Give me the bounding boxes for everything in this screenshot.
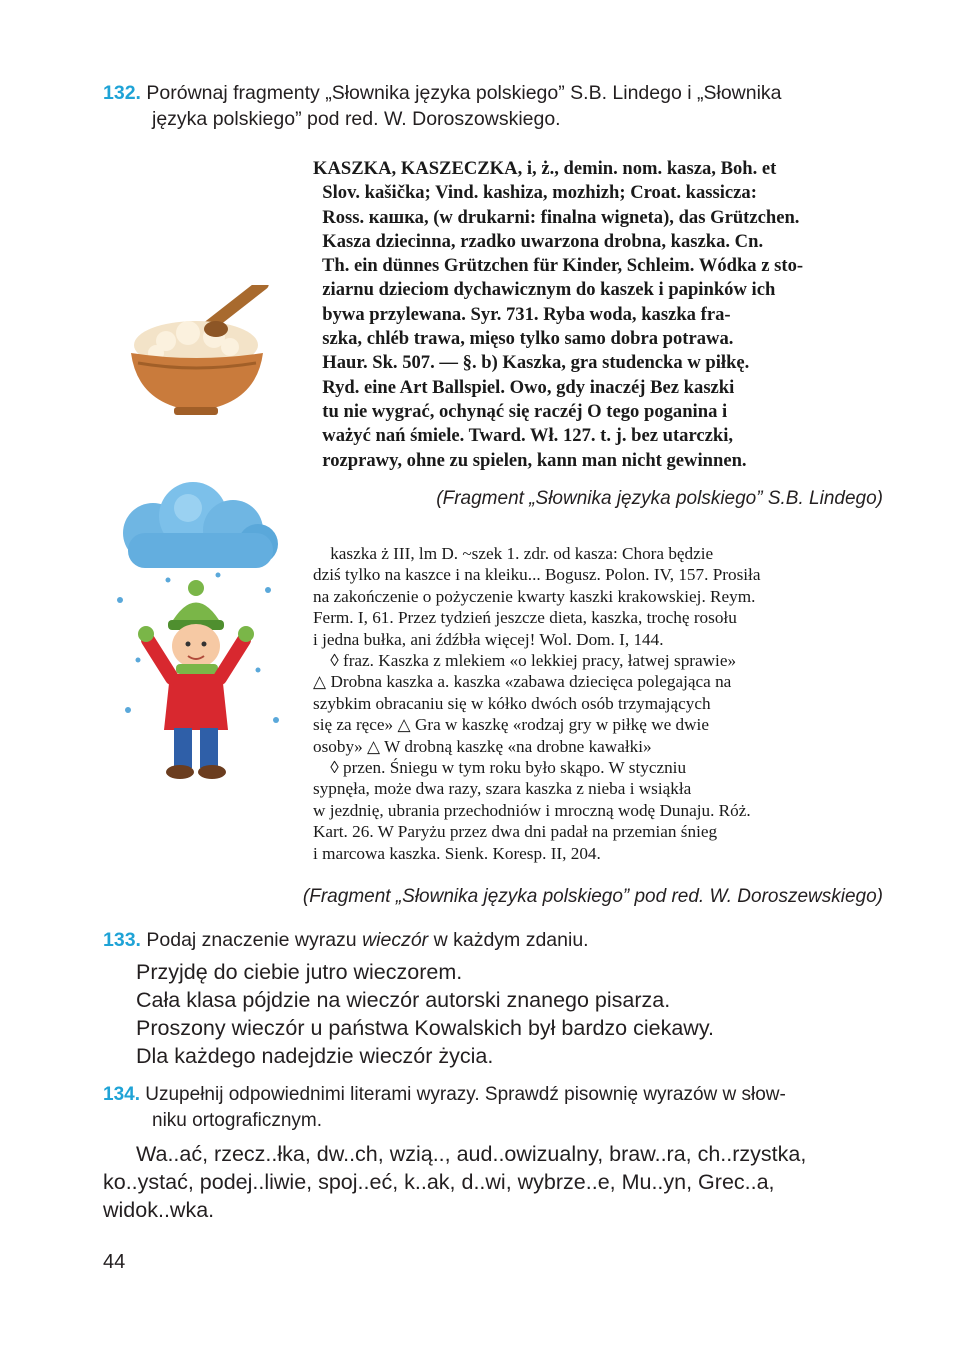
dictionary-line: na zakończenie o pożyczenie kwarty kaszki krakowskiej. Reym.	[313, 586, 756, 606]
task-133-header	[103, 927, 589, 953]
page-number: 44	[103, 1251, 126, 1273]
linde-dictionary-entry	[313, 157, 803, 473]
dictionary-line: ziarnu dzieciom dychawicznym do kaszek i papinków ich	[313, 279, 776, 301]
dictionary-line: KASZKA, KASZECZKA, i, ż., demin. nom. kasza, Boh. et	[313, 158, 777, 179]
doroszewski-dictionary-entry	[313, 543, 760, 864]
dictionary-line: w jezdnię, ubrania przechodniów i mroczną wodę Dunaju. Róż.	[313, 800, 751, 820]
dictionary-line: dziś tylko na kaszce i na kleiku... Bogusz. Polon. IV, 157. Prosiła	[313, 565, 761, 585]
doroszewski-caption: (Fragment „Słownika języka polskiego” pod red. W. Doroszewskiego)	[302, 886, 883, 907]
sentence: Przyjdę do ciebie jutro wieczorem.	[136, 960, 463, 984]
sentence: Dla każdego nadejdzie wieczór życia.	[136, 1044, 494, 1068]
sentence: Proszony wieczór u państwa Kowalskich był bardzo ciekawy.	[136, 1016, 714, 1040]
task-keyword: wieczór	[362, 929, 429, 951]
dictionary-line: tu nie wygrać, ochynąć się raczéj O tego poganina i	[313, 400, 728, 422]
dictionary-line: Ross. кашка, (w drukarni: finalna wigneta), das Grützchen.	[313, 206, 800, 228]
dictionary-line: osoby» △ W drobną kaszkę «na drobne kawałki»	[313, 736, 652, 756]
dictionary-line: Kasza dziecinna, rzadko uwarzona drobna, kaszka. Cn.	[313, 230, 764, 252]
task-134-continuation: niku ortograficznym.	[152, 1110, 323, 1131]
task-132-header	[103, 80, 782, 106]
dictionary-line: szybkim obracaniu się w kółko dwóch osób trzymających	[313, 693, 711, 713]
dictionary-line: ◊ przen. Śniegu w tym roku było skąpo. W styczniu	[313, 758, 687, 778]
dictionary-line: Kart. 26. W Paryżu przez dwa dni padał na przemian śnieg	[313, 822, 718, 842]
task-number: 132.	[103, 82, 141, 104]
fill-in-words-line: ko..ystać, podej..liwie, spoj..eć, k..ak, d..wi, wybrze..e, Mu..yn, Grec..a,	[103, 1170, 775, 1194]
dictionary-line: rozprawy, ohne zu spielen, kann man nicht gewinnen.	[313, 449, 747, 471]
task-instruction: Uzupełnij odpowiednimi literami wyrazy. Sprawdź pisownię wyrazów w słow-	[145, 1084, 786, 1105]
dictionary-line: Ryd. eine Art Ballspiel. Owo, gdy inaczéj Bez kaszki	[313, 376, 735, 398]
dictionary-line: sypnęła, może dwa razy, szara kaszka z nieba i wsiąkła	[313, 779, 692, 799]
task-134-header	[103, 1082, 786, 1108]
dictionary-line: bywa przylewana. Syr. 731. Ryba woda, kaszka fra-	[313, 303, 731, 325]
task-number: 133.	[103, 929, 141, 951]
task-instruction-start: Podaj znaczenie wyrazu	[146, 929, 363, 951]
dictionary-line: △ Drobna kaszka a. kaszka «zabawa dziecięca polegająca na	[313, 672, 732, 692]
fill-in-words-line: Wa..ać, rzecz..łka, dw..ch, wzią.., aud..owizualny, braw..ra, ch..rzystka,	[136, 1142, 807, 1166]
dictionary-line: kaszka ż III, lm D. ~szek 1. zdr. od kasza: Chora będzie	[313, 544, 714, 563]
porridge-bowl-illustration	[126, 285, 276, 425]
bowl-body	[131, 353, 263, 411]
linde-caption: (Fragment „Słownika języka polskiego” S.B. Lindego)	[436, 488, 883, 509]
task-132-continuation: języka polskiego” pod red. W. Doroszowskiego.	[152, 108, 561, 130]
dictionary-line: Th. ein dünnes Grützchen für Kinder, Schleim. Wódka z sto-	[313, 255, 804, 277]
child-in-snow-illustration	[108, 570, 288, 785]
spoon-bowl	[204, 321, 228, 337]
dictionary-line: ◊ fraz. Kaszka z mlekiem «o lekkiej pracy, łatwej sprawie»	[313, 651, 737, 671]
task-number: 134.	[103, 1084, 140, 1105]
dictionary-line: Slov. kašička; Vind. kashiza, mozhizh; Croat. kassicza:	[313, 182, 757, 204]
task-instruction: Porównaj fragmenty „Słownika języka polskiego” S.B. Lindego i „Słownika	[146, 82, 782, 104]
dictionary-line: się za ręce» △ Gra w kaszkę «rodzaj gry w piłkę we dwie	[313, 715, 709, 735]
dictionary-line: i jedna bułka, ani źdźbła więcej! Wol. Dom. I, 144.	[313, 629, 664, 649]
fill-in-words-line: widok..wka.	[103, 1198, 215, 1222]
dictionary-line: Ferm. I, 61. Przez tydzień jeszcze dieta, kaszka, trochę rosołu	[313, 608, 737, 628]
task-instruction-end: w każdym zdaniu.	[428, 929, 589, 951]
dictionary-line: ważyć nań śmiele. Tward. Wł. 127. t. j. bez utarczki,	[313, 425, 734, 447]
dictionary-line: szka, chléb trawa, mięso tylko samo dobra potrawa.	[313, 328, 734, 350]
dictionary-line: Haur. Sk. 507. — §. b) Kaszka, gra studencka w piłkę.	[313, 352, 750, 374]
sentence: Cała klasa pójdzie na wieczór autorski znanego pisarza.	[136, 988, 671, 1012]
dictionary-line: i marcowa kaszka. Sienk. Koresp. II, 204.	[313, 843, 601, 863]
